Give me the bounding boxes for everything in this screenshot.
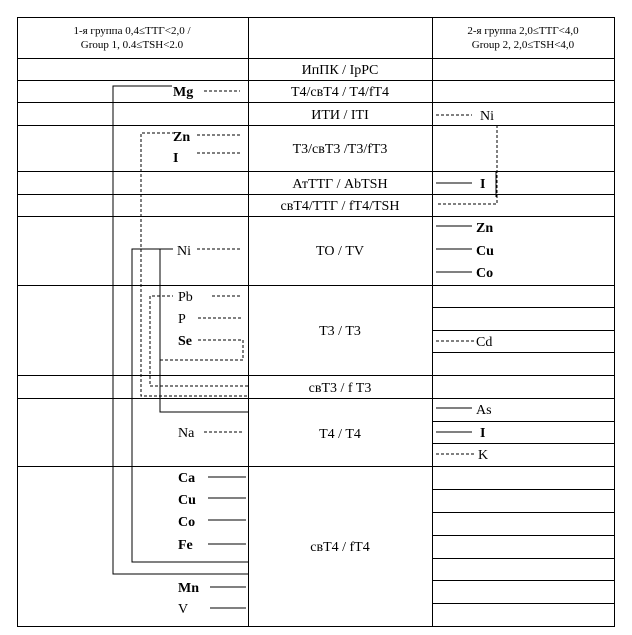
right-element-k: K: [478, 448, 489, 463]
solid-connectors: [113, 86, 496, 608]
right-element-co: Co: [476, 266, 494, 281]
left-element-v: V: [178, 602, 189, 617]
left-element-mg: Mg: [173, 85, 194, 100]
right-element-as: As: [476, 403, 492, 418]
group1-title-en: Group 1, 0.4≤TSH<2.0: [80, 39, 184, 51]
index-ft3: свT3 / f T3: [308, 381, 372, 396]
left-element-co: Co: [178, 515, 196, 530]
right-element-zn: Zn: [476, 221, 494, 236]
left-element-mn: Mn: [178, 581, 199, 596]
index-tv: ТО / TV: [315, 244, 365, 259]
left-element-se: Se: [178, 334, 192, 349]
index-t3-ft3: T3/свT3 /T3/fT3: [292, 142, 388, 157]
left-element-pb: Pb: [178, 290, 193, 305]
left-elements: [173, 85, 199, 617]
left-element-zn: Zn: [173, 130, 191, 145]
right-element-i-t4: I: [480, 426, 486, 441]
left-element-ni: Ni: [177, 244, 191, 259]
left-element-i: I: [173, 151, 179, 166]
group2-title-en: Group 2, 2,0≤TSH<4,0: [471, 39, 575, 51]
right-element-i-abtsh: I: [480, 177, 486, 192]
left-element-ca: Ca: [178, 471, 196, 486]
index-abtsh: АтТТГ / AbTSH: [292, 177, 388, 192]
left-element-p: P: [178, 312, 186, 327]
right-element-ni: Ni: [480, 109, 494, 124]
index-iti: ИТИ / ITI: [311, 108, 369, 123]
index-t4-ft4: T4/свT4 / T4/fT4: [290, 85, 390, 100]
index-t4: T4 / T4: [319, 427, 361, 442]
index-ft4: свT4 / fT4: [310, 540, 370, 555]
index-ipfc: ИпПК / IpPC: [301, 63, 379, 78]
right-element-cu: Cu: [476, 244, 494, 259]
index-ft4-tsh: свT4/ТТГ / fT4/TSH: [280, 199, 400, 214]
left-element-na: Na: [178, 426, 195, 441]
index-t3: T3 / T3: [319, 324, 361, 339]
group2-title-ru: 2-я группа 2,0≤ТТГ<4,0: [467, 25, 579, 37]
header: [73, 25, 579, 51]
right-element-cd: Cd: [476, 335, 493, 350]
indices-column: [281, 63, 400, 555]
left-element-cu: Cu: [178, 493, 196, 508]
left-element-fe: Fe: [178, 538, 193, 553]
group1-title-ru: 1-я группа 0,4≤ТТГ<2,0 /: [73, 25, 191, 37]
